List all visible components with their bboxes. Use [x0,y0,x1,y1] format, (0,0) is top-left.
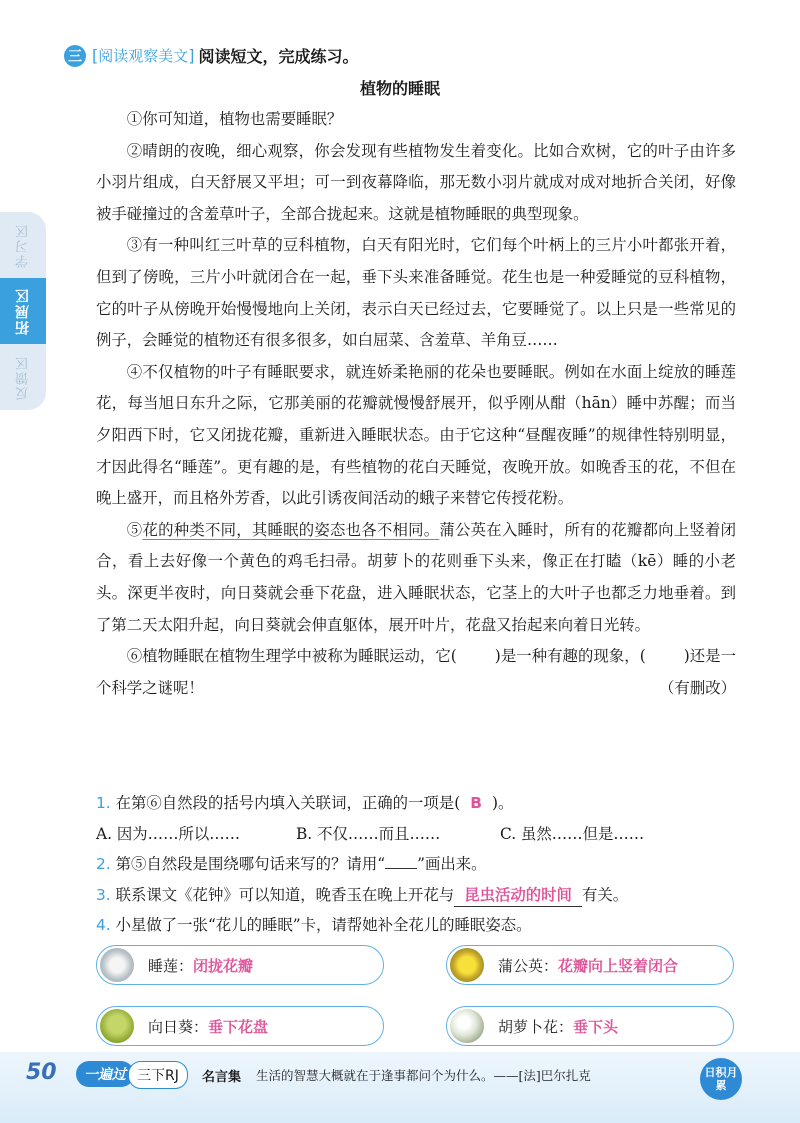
source-note: （有删改） [659,678,736,697]
questions [96,788,756,941]
answer-sunflower[interactable]: 垂下花盘 [208,1017,269,1036]
card-dandelion: 蒲公英： 花瓣向上竖着闭合 [446,945,734,985]
article-body [96,104,736,704]
paragraph-6: ⑥植物睡眠在植物生理学中被称为睡眠运动，它( )是一种有趣的现象，( )还是一个科学之谜呢！ （有删改） [96,641,736,704]
question-3: 3. 联系课文《花钟》可以知道，晚香玉在晚上开花与 昆虫活动的时间 有关。 [96,880,756,911]
quote-text: 生活的智慧大概就在于逢事都问个为什么。——[法]巴尔扎克 [256,1068,591,1083]
carrot-flower-image [450,1009,484,1043]
paragraph-5: ⑤花的种类不同，其睡眠的姿态也各不相同。蒲公英在入睡时，所有的花瓣都向上竖着闭合，看上去好像一个黄色的鸡毛扫帚。胡萝卜的花则垂下头来，像正在打瞌（kē）睡的小老头。深更半夜时，向日葵就会垂下花盘，进入睡眠状态，它茎上的大叶子也都乏力地垂着。到了第二天太阳升起，向日葵就会伸直躯体，展开叶片，花盘又抬起来向着日光转。 [96,520,736,634]
underlined-topic-sentence: 花的种类不同，其睡眠的姿态也各不相同。 [142,520,440,539]
answer-dandelion[interactable]: 花瓣向上竖着闭合 [558,956,679,975]
section-instruction: 阅读短文，完成练习。 [198,47,359,66]
section-number: 三 [64,45,86,67]
grade-label: 三下RJ [128,1061,188,1089]
daily-badge: 日积月累 [700,1058,742,1100]
paragraph-4: ④不仅植物的叶子有睡眠要求，就连娇柔艳丽的花朵也要睡眠。例如在水面上绽放的睡莲花，每当旭日东升之际，它那美丽的花瓣就慢慢舒展开，似乎刚从酣（hān）睡中苏醒；而当夕阳西下时，它又闭拢花瓣，重新进入睡眠状态。由于它这种“昼醒夜睡”的规律性特别明显，才因此得名“睡莲”。更有趣的是，有些植物的花白天睡觉，夜晚开放。如晚香玉的花，不但在晚上盛开，而且格外芳香，以此引诱夜间活动的蛾子来替它传授花粉。 [96,362,736,508]
question-1: 1. 在第⑥自然段的括号内填入关联词，正确的一项是( B )。 [96,794,514,812]
option-b[interactable]: B. 不仅……而且…… [296,824,441,843]
quote-label: 名言集 [202,1070,242,1085]
lotus-image [100,948,134,982]
page-number: 50 [26,1060,57,1085]
answer-carrot-flower[interactable]: 垂下头 [573,1017,619,1036]
answer-q1[interactable]: B [470,794,482,812]
question-2: 2. 第⑤自然段是围绕哪句话来写的？请用“ ”画出来。 [96,855,487,873]
card-carrot-flower: 胡萝卜花： 垂下头 [446,1006,734,1046]
paragraph-3: ③有一种叫红三叶草的豆科植物，白天有阳光时，它们每个叶柄上的三片小叶都张开着，但到了傍晚，三片小叶就闭合在一起，垂下头来准备睡觉。花生也是一种爱睡觉的豆科植物，它的叶子从傍晚开始慢慢地向上关闭，表示白天已经过去，它要睡觉了。以上只是一些常见的例子，会睡觉的植物还有很多很多，如白屈菜、含羞草、羊角豆…… [96,236,736,350]
side-tab-extend[interactable]: 拓展区 [0,278,46,344]
card-lotus: 睡莲： 闭拢花瓣 [96,945,384,985]
side-tab-study[interactable]: 学习区 [0,212,46,278]
option-c[interactable]: C. 虽然……但是…… [500,824,645,843]
article-title: 植物的睡眠 [359,79,440,98]
answer-q3[interactable]: 昆虫活动的时间 [454,884,582,907]
section-tag: 阅读观察美文 [98,47,189,65]
paragraph-2: ②晴朗的夜晚，细心观察，你会发现有些植物发生着变化。比如合欢树，它的叶子由许多小羽片组成，白天舒展又平坦；可一到夜幕降临，那无数小羽片就成对成对地折合关闭，好像被手碰撞过的含羞草叶子，全部合拢起来。这就是植物睡眠的典型现象。 [96,141,736,223]
sunflower-image [100,1009,134,1043]
section-header: 三 [ 阅读观察美文 ] 阅读短文，完成练习。 [64,44,359,67]
question-4: 4. 小星做了一张“花儿的睡眠”卡，请帮她补全花儿的睡眠姿态。 [96,916,532,934]
paragraph-1: ①你可知道，植物也需要睡眠？ [126,110,343,128]
brand-logo: 一遍过 [76,1061,134,1087]
dandelion-image [450,948,484,982]
side-tabs [0,212,48,410]
card-sunflower: 向日葵： 垂下花盘 [96,1006,384,1046]
answer-lotus[interactable]: 闭拢花瓣 [193,956,254,975]
option-a[interactable]: A. 因为……所以…… [96,824,241,843]
question-1-options [96,819,756,850]
side-tab-feedback[interactable]: 反馈区 [0,344,46,410]
underline-symbol [385,854,417,869]
